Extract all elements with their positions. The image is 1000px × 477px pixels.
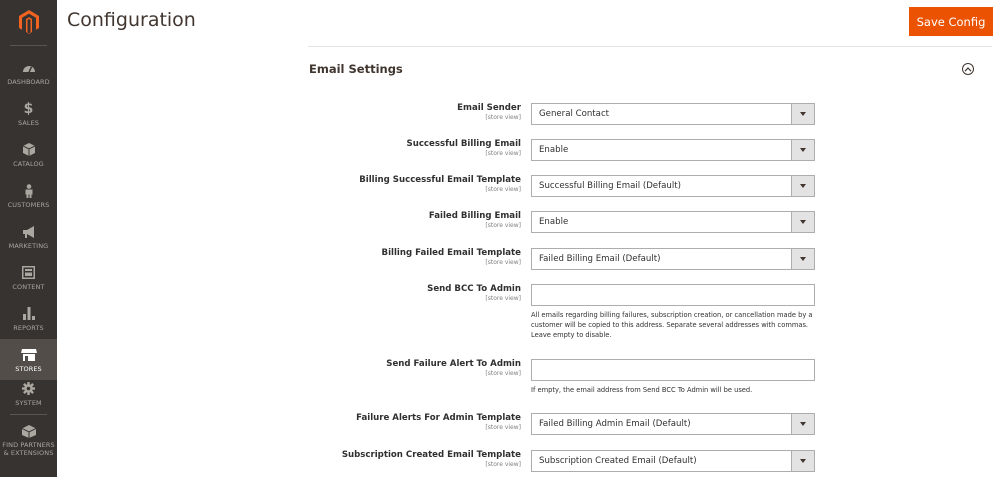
sidebar-item-system[interactable] [0,373,57,414]
speedometer-icon [22,60,36,76]
field-label-send-failure-alert [386,359,521,378]
field-label-billing-successful-template [359,175,521,194]
scope-label: [store view] [485,461,521,468]
sidebar-item-label: CONTENT [12,282,45,291]
person-icon [24,183,34,199]
dropdown-button[interactable] [791,249,814,269]
field-label-billing-failed-template [382,248,521,267]
field-label-failure-alerts-template [356,413,521,432]
field-label-email-sender [457,103,521,122]
sidebar-item-label: DASHBOARD [7,77,50,86]
sidebar-item-label: SYSTEM [15,398,42,407]
select-value: Enable [539,145,569,155]
chevron-down-icon [800,112,806,116]
send-bcc-to-admin-note: All emails regarding billing failures, subscription creation, or cancellation made by a customer will be copied to this address. Separate several addresses with commas. Leave empty to disable. [531,311,813,339]
sidebar-item-content[interactable] [0,257,57,298]
sidebar-item-label: SALES [17,118,40,127]
megaphone-icon [22,224,36,240]
collapse-section-icon[interactable] [962,63,974,75]
field-label-failed-billing-email [429,211,521,230]
dropdown-button[interactable] [791,414,814,434]
select-value: Successful Billing Email (Default) [539,181,681,191]
magento-logo-icon [19,10,39,34]
scope-label: [store view] [485,370,521,377]
field-label: Successful Billing Email [406,139,521,149]
failure-alerts-template-select[interactable] [531,413,815,435]
chevron-down-icon [800,220,806,224]
field-label-successful-billing-email [407,139,521,158]
dropdown-button[interactable] [791,176,814,196]
field-label: Send BCC To Admin [427,284,521,294]
scope-label: [store view] [485,150,521,157]
email-sender-select[interactable] [531,103,815,125]
chevron-down-icon [800,459,806,463]
chevron-down-icon [800,184,806,188]
sidebar-item-reports[interactable] [0,298,57,339]
magento-logo[interactable] [0,0,57,44]
field-label: Subscription Created Email Template [341,450,521,460]
send-failure-alert-input[interactable] [531,359,815,381]
sidebar-item-dashboard[interactable] [0,52,57,93]
chevron-down-icon [800,148,806,152]
dropdown-button[interactable] [791,140,814,160]
sidebar-item-label: CUSTOMERS [7,200,50,209]
sidebar-item-label: STORES [15,364,42,373]
sidebar-item-find-partners[interactable] [0,417,57,463]
storefront-icon [21,347,37,363]
sidebar-divider [10,414,47,415]
scope-label: [store view] [485,222,521,229]
layout-icon [22,265,35,281]
select-value: Failed Billing Email (Default) [539,254,661,264]
field-label: Billing Successful Email Template [359,175,521,185]
sidebar-item-catalog[interactable] [0,134,57,175]
subscription-created-template-select[interactable] [531,450,815,472]
field-label: Send Failure Alert To Admin [386,359,521,369]
failed-billing-email-select[interactable] [531,211,815,233]
dropdown-button[interactable] [791,104,814,124]
field-label: Email Sender [457,103,521,113]
scope-label: [store view] [485,295,521,302]
field-label: Failure Alerts For Admin Template [356,413,521,423]
sidebar-divider [10,45,47,46]
field-label-send-bcc-to-admin [427,284,521,303]
section-title[interactable]: Email Settings [309,62,403,76]
sidebar-item-label: FIND PARTNERS [2,441,55,449]
save-config-button[interactable]: Save Config [909,7,993,36]
sidebar-item-label: & EXTENSIONS [3,449,54,457]
dollar-icon: $ [23,100,34,117]
scope-label: [store view] [485,259,521,266]
billing-successful-template-select[interactable] [531,175,815,197]
puzzle-box-icon [22,423,36,439]
field-label: Billing Failed Email Template [381,248,521,258]
bar-chart-icon [23,306,35,322]
section-divider [308,46,992,47]
admin-sidebar [0,0,57,477]
scope-label: [store view] [485,186,521,193]
sidebar-item-label: CATALOG [13,159,44,168]
billing-failed-template-select[interactable] [531,248,815,270]
select-value: Subscription Created Email (Default) [539,456,697,466]
select-value: Enable [539,217,569,227]
box-icon [23,142,35,158]
field-label: Failed Billing Email [428,211,521,221]
send-failure-alert-note: If empty, the email address from Send BCC To Admin will be used. [531,386,753,394]
sidebar-item-label: REPORTS [13,323,44,332]
select-value: Failed Billing Admin Email (Default) [539,419,691,429]
sidebar-item-label: MARKETING [8,241,49,250]
field-label-subscription-created-template [342,450,521,469]
successful-billing-email-select[interactable] [531,139,815,161]
scope-label: [store view] [485,114,521,121]
send-bcc-to-admin-input[interactable] [531,284,815,306]
sidebar-item-customers[interactable] [0,175,57,216]
dropdown-button[interactable] [791,451,814,471]
scope-label: [store view] [485,424,521,431]
sidebar-item-sales[interactable] [0,93,57,134]
page-title: Configuration [67,9,196,31]
dropdown-button[interactable] [791,212,814,232]
chevron-down-icon [800,422,806,426]
select-value: General Contact [539,109,610,119]
sidebar-item-marketing[interactable] [0,216,57,257]
gear-icon [22,381,35,397]
chevron-down-icon [800,257,806,261]
